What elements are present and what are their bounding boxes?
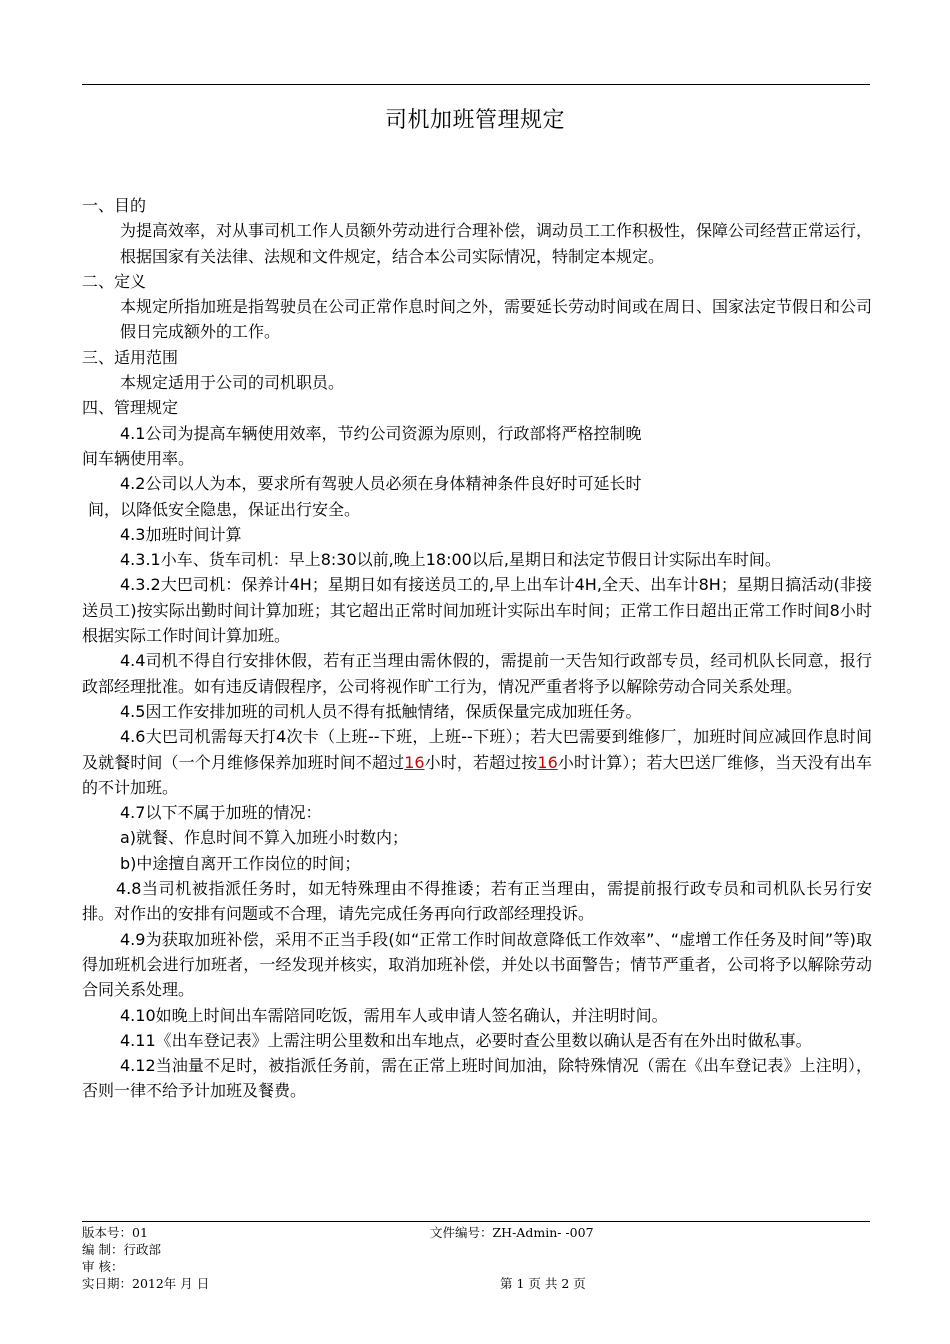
highlight-hours-2: 16 bbox=[537, 752, 558, 772]
header-rule bbox=[82, 84, 870, 85]
section-heading-definition: 二、定义 bbox=[82, 271, 147, 291]
footer-version: 版本号：01 bbox=[82, 1225, 148, 1240]
document-body bbox=[82, 193, 872, 1104]
footer-rule bbox=[82, 1221, 870, 1222]
clause-4-4: 4.4司机不得自行安排休假，若有正当理由需休假的，需提前一天告知行政部专员，经司机队长同意，报行政部经理批准。如有违反请假程序，公司将视作旷工行为，情况严重者将予以解除劳动合同关系处理。 bbox=[82, 651, 872, 696]
section-body-scope: 本规定适用于公司的司机职员。 bbox=[120, 373, 345, 393]
footer-file-number: 文件编号：ZH-Admin- -007 bbox=[430, 1225, 594, 1240]
clause-4-1-line1: 4.1公司为提高车辆使用效率，节约公司资源为原则，行政部将严格控制晚 bbox=[120, 423, 642, 443]
clause-4-3-1: 4.3.1小车、货车司机：早上8:30以前,晚上18:00以后,星期日和法定节假日计实际出车时间。 bbox=[120, 550, 781, 570]
highlight-hours-1: 16 bbox=[404, 752, 425, 772]
footer-reviewer: 审 核： bbox=[82, 1259, 124, 1274]
clause-4-2-line1: 4.2公司以人为本，要求所有驾驶人员必须在身体精神条件良好时可延长时 bbox=[120, 474, 642, 494]
clause-4-7-b: b)中途擅自离开工作岗位的时间； bbox=[120, 853, 361, 873]
clause-4-6-text-b: 小时，若超过按 bbox=[424, 752, 538, 772]
clause-4-7-a: a)就餐、作息时间不算入加班小时数内； bbox=[120, 828, 409, 848]
section-heading-purpose: 一、目的 bbox=[82, 196, 147, 215]
footer-page-number: 第 1 页 共 2 页 bbox=[500, 1276, 586, 1291]
section-heading-scope: 三、适用范围 bbox=[82, 347, 179, 367]
clause-4-6 bbox=[82, 724, 872, 800]
clause-4-10: 4.10如晚上时间出车需陪同吃饭，需用车人或申请人签名确认，并注明时间。 bbox=[120, 1005, 668, 1025]
clause-4-6-text-c: 小时计算）；若大巴送厂维修，当天没有出车的不计加班。 bbox=[82, 752, 872, 797]
clause-4-6-text-a: 4.6大巴司机需每天打4次卡（上班--下班，上班--下班）；若大巴需要到维修厂，加班时间应减回作息时间及就餐时间（一个月维修保养加班时间不超过 bbox=[82, 727, 872, 772]
clause-4-12: 4.12当油量不足时，被指派任务前，需在正常上班时间加油，除特殊情况（需在《出车登记表》上注明），否则一律不给予计加班及餐费。 bbox=[82, 1056, 872, 1101]
section-body-purpose: 为提高效率，对从事司机工作人员额外劳动进行合理补偿，调动员工工作积极性，保障公司经营正常运行，根据国家有关法律、法规和文件规定，结合本公司实际情况，特制定本规定。 bbox=[120, 221, 873, 266]
clause-4-5: 4.5因工作安排加班的司机人员不得有抵触情绪，保质保量完成加班任务。 bbox=[120, 701, 642, 721]
clause-4-9: 4.9为获取加班补偿，采用不正当手段(如“正常工作时间故意降低工作效率”、“虚增工作任务及时间”等)取得加班机会进行加班者，一经发现并核实，取消加班补偿，并处以书面警告；情节严重者，公司将予以解除劳动合同关系处理。 bbox=[82, 929, 872, 1000]
footer-date: 实日期：2012年 月 日 bbox=[82, 1276, 210, 1291]
document-title: 司机加班管理规定 bbox=[384, 108, 565, 133]
clause-4-3: 4.3加班时间计算 bbox=[120, 524, 242, 544]
clause-4-7: 4.7以下不属于加班的情况： bbox=[120, 803, 322, 823]
clause-4-11: 4.11《出车登记表》上需注明公里数和出车地点，必要时查公里数以确认是否有在外出时做私事。 bbox=[120, 1030, 812, 1050]
section-heading-rules: 四、管理规定 bbox=[82, 398, 179, 418]
clause-4-2-line2: 间，以降低安全隐患，保证出行安全。 bbox=[88, 499, 361, 519]
document-footer bbox=[82, 1223, 870, 1293]
section-body-definition: 本规定所指加班是指驾驶员在公司正常作息时间之外，需要延长劳动时间或在周日、国家法定节假日和公司假日完成额外的工作。 bbox=[120, 297, 873, 342]
clause-4-1-line2: 间车辆使用率。 bbox=[82, 448, 195, 468]
clause-4-8: 4.8当司机被指派任务时，如无特殊理由不得推诿；若有正当理由，需提前报行政专员和司机队长另行安排。对作出的安排有问题或不合理，请先完成任务再向行政部经理投诉。 bbox=[82, 879, 872, 924]
footer-editor: 编 制：行政部 bbox=[82, 1242, 161, 1257]
clause-4-3-2: 4.3.2大巴司机：保养计4H；星期日如有接送员工的,早上出车计4H,全天、出车计8H；星期日搞活动(非接送员工)按实际出勤时间计算加班；其它超出正常时间加班计实际出车时间；正常工作日超出正常工作时间8小时根据实际工作时间计算加班。 bbox=[82, 575, 872, 646]
